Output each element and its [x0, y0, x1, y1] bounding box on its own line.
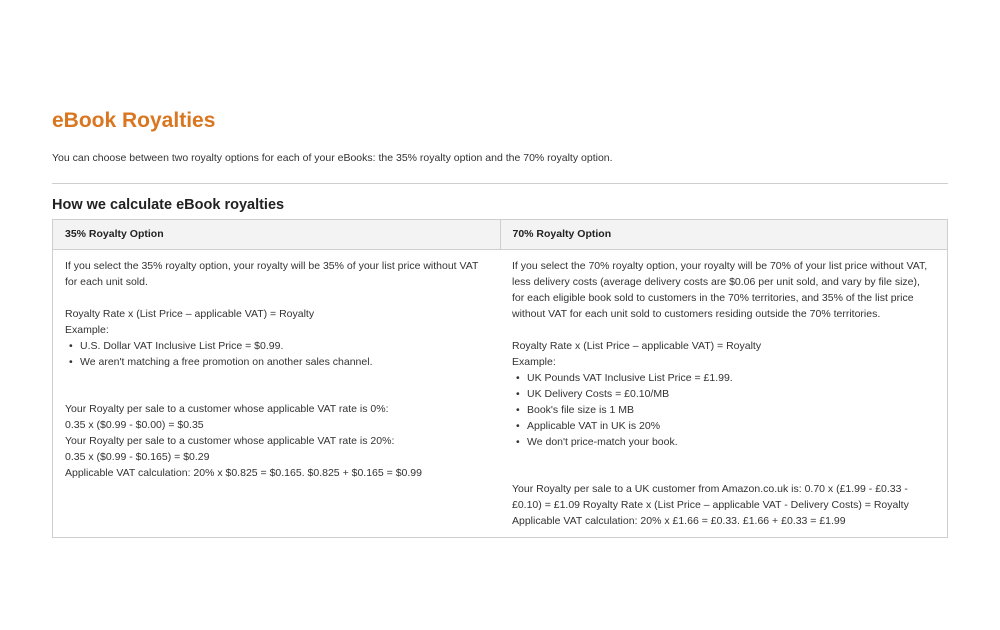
- header-70-percent: 70% Royalty Option: [500, 220, 948, 249]
- right-vat-calc: Applicable VAT calculation: 20% x £1.66 = £0.33. £1.66 + £0.33 = £1.99: [512, 515, 846, 527]
- list-item: • UK Delivery Costs = £0.10/MB: [527, 386, 935, 402]
- list-item: • We aren't matching a free promotion on another sales channel.: [80, 354, 488, 370]
- section-title: How we calculate eBook royalties: [52, 197, 285, 213]
- list-item: • Applicable VAT in UK is 20%: [527, 418, 935, 434]
- left-line: Your Royalty per sale to a customer whose applicable VAT rate is 20%:: [65, 435, 395, 447]
- left-line: Your Royalty per sale to a customer whose applicable VAT rate is 0%:: [65, 403, 389, 415]
- list-item: • U.S. Dollar VAT Inclusive List Price = $0.99.: [80, 338, 488, 354]
- left-intro: If you select the 35% royalty option, your royalty will be 35% of your list price without VAT for each unit sold.: [65, 260, 479, 288]
- table-body: [53, 250, 947, 537]
- left-line: 0.35 x ($0.99 - $0.165) = $0.29: [65, 451, 210, 463]
- right-formula: Royalty Rate x (List Price – applicable VAT) = Royalty: [512, 340, 762, 352]
- right-intro: If you select the 70% royalty option, your royalty will be 70% of your list price without VAT, less delivery costs (average delivery costs are $0.06 per unit sold, and vary by file size), for each eligible book sold to customers in the 70% territories, and 35% of the list price without VAT for each unit sold to customers residing outside the 70% territories.: [512, 260, 928, 320]
- left-bullet-list: [65, 338, 488, 370]
- header-35-percent: 35% Royalty Option: [65, 228, 164, 240]
- cell-70-percent: [500, 250, 947, 537]
- list-item: • We don't price-match your book.: [527, 434, 935, 450]
- divider: [52, 183, 948, 184]
- right-bullet-list: [512, 370, 935, 450]
- page: [52, 0, 948, 538]
- left-example-label: Example:: [65, 324, 109, 336]
- list-item: • Book's file size is 1 MB: [527, 402, 935, 418]
- list-item: • UK Pounds VAT Inclusive List Price = £1.99.: [527, 370, 935, 386]
- table-header: [53, 220, 947, 250]
- left-formula: Royalty Rate x (List Price – applicable VAT) = Royalty: [65, 308, 315, 320]
- left-line: Applicable VAT calculation: 20% x $0.825 = $0.165. $0.825 + $0.165 = $0.99: [65, 467, 422, 479]
- page-title: eBook Royalties: [52, 109, 216, 132]
- cell-35-percent: [53, 250, 500, 537]
- right-summary: Your Royalty per sale to a UK customer from Amazon.co.uk is: 0.70 x (£1.99 - £0.33 - £0.10) = £1.09 Royalty Rate x (List Price – applicable VAT - Delivery Costs) = Royalty: [512, 483, 909, 511]
- right-example-label: Example:: [512, 356, 556, 368]
- page-intro: You can choose between two royalty options for each of your eBooks: the 35% royalty option and the 70% royalty option.: [52, 152, 613, 164]
- left-line: 0.35 x ($0.99 - $0.00) = $0.35: [65, 419, 204, 431]
- royalty-table: [52, 219, 948, 538]
